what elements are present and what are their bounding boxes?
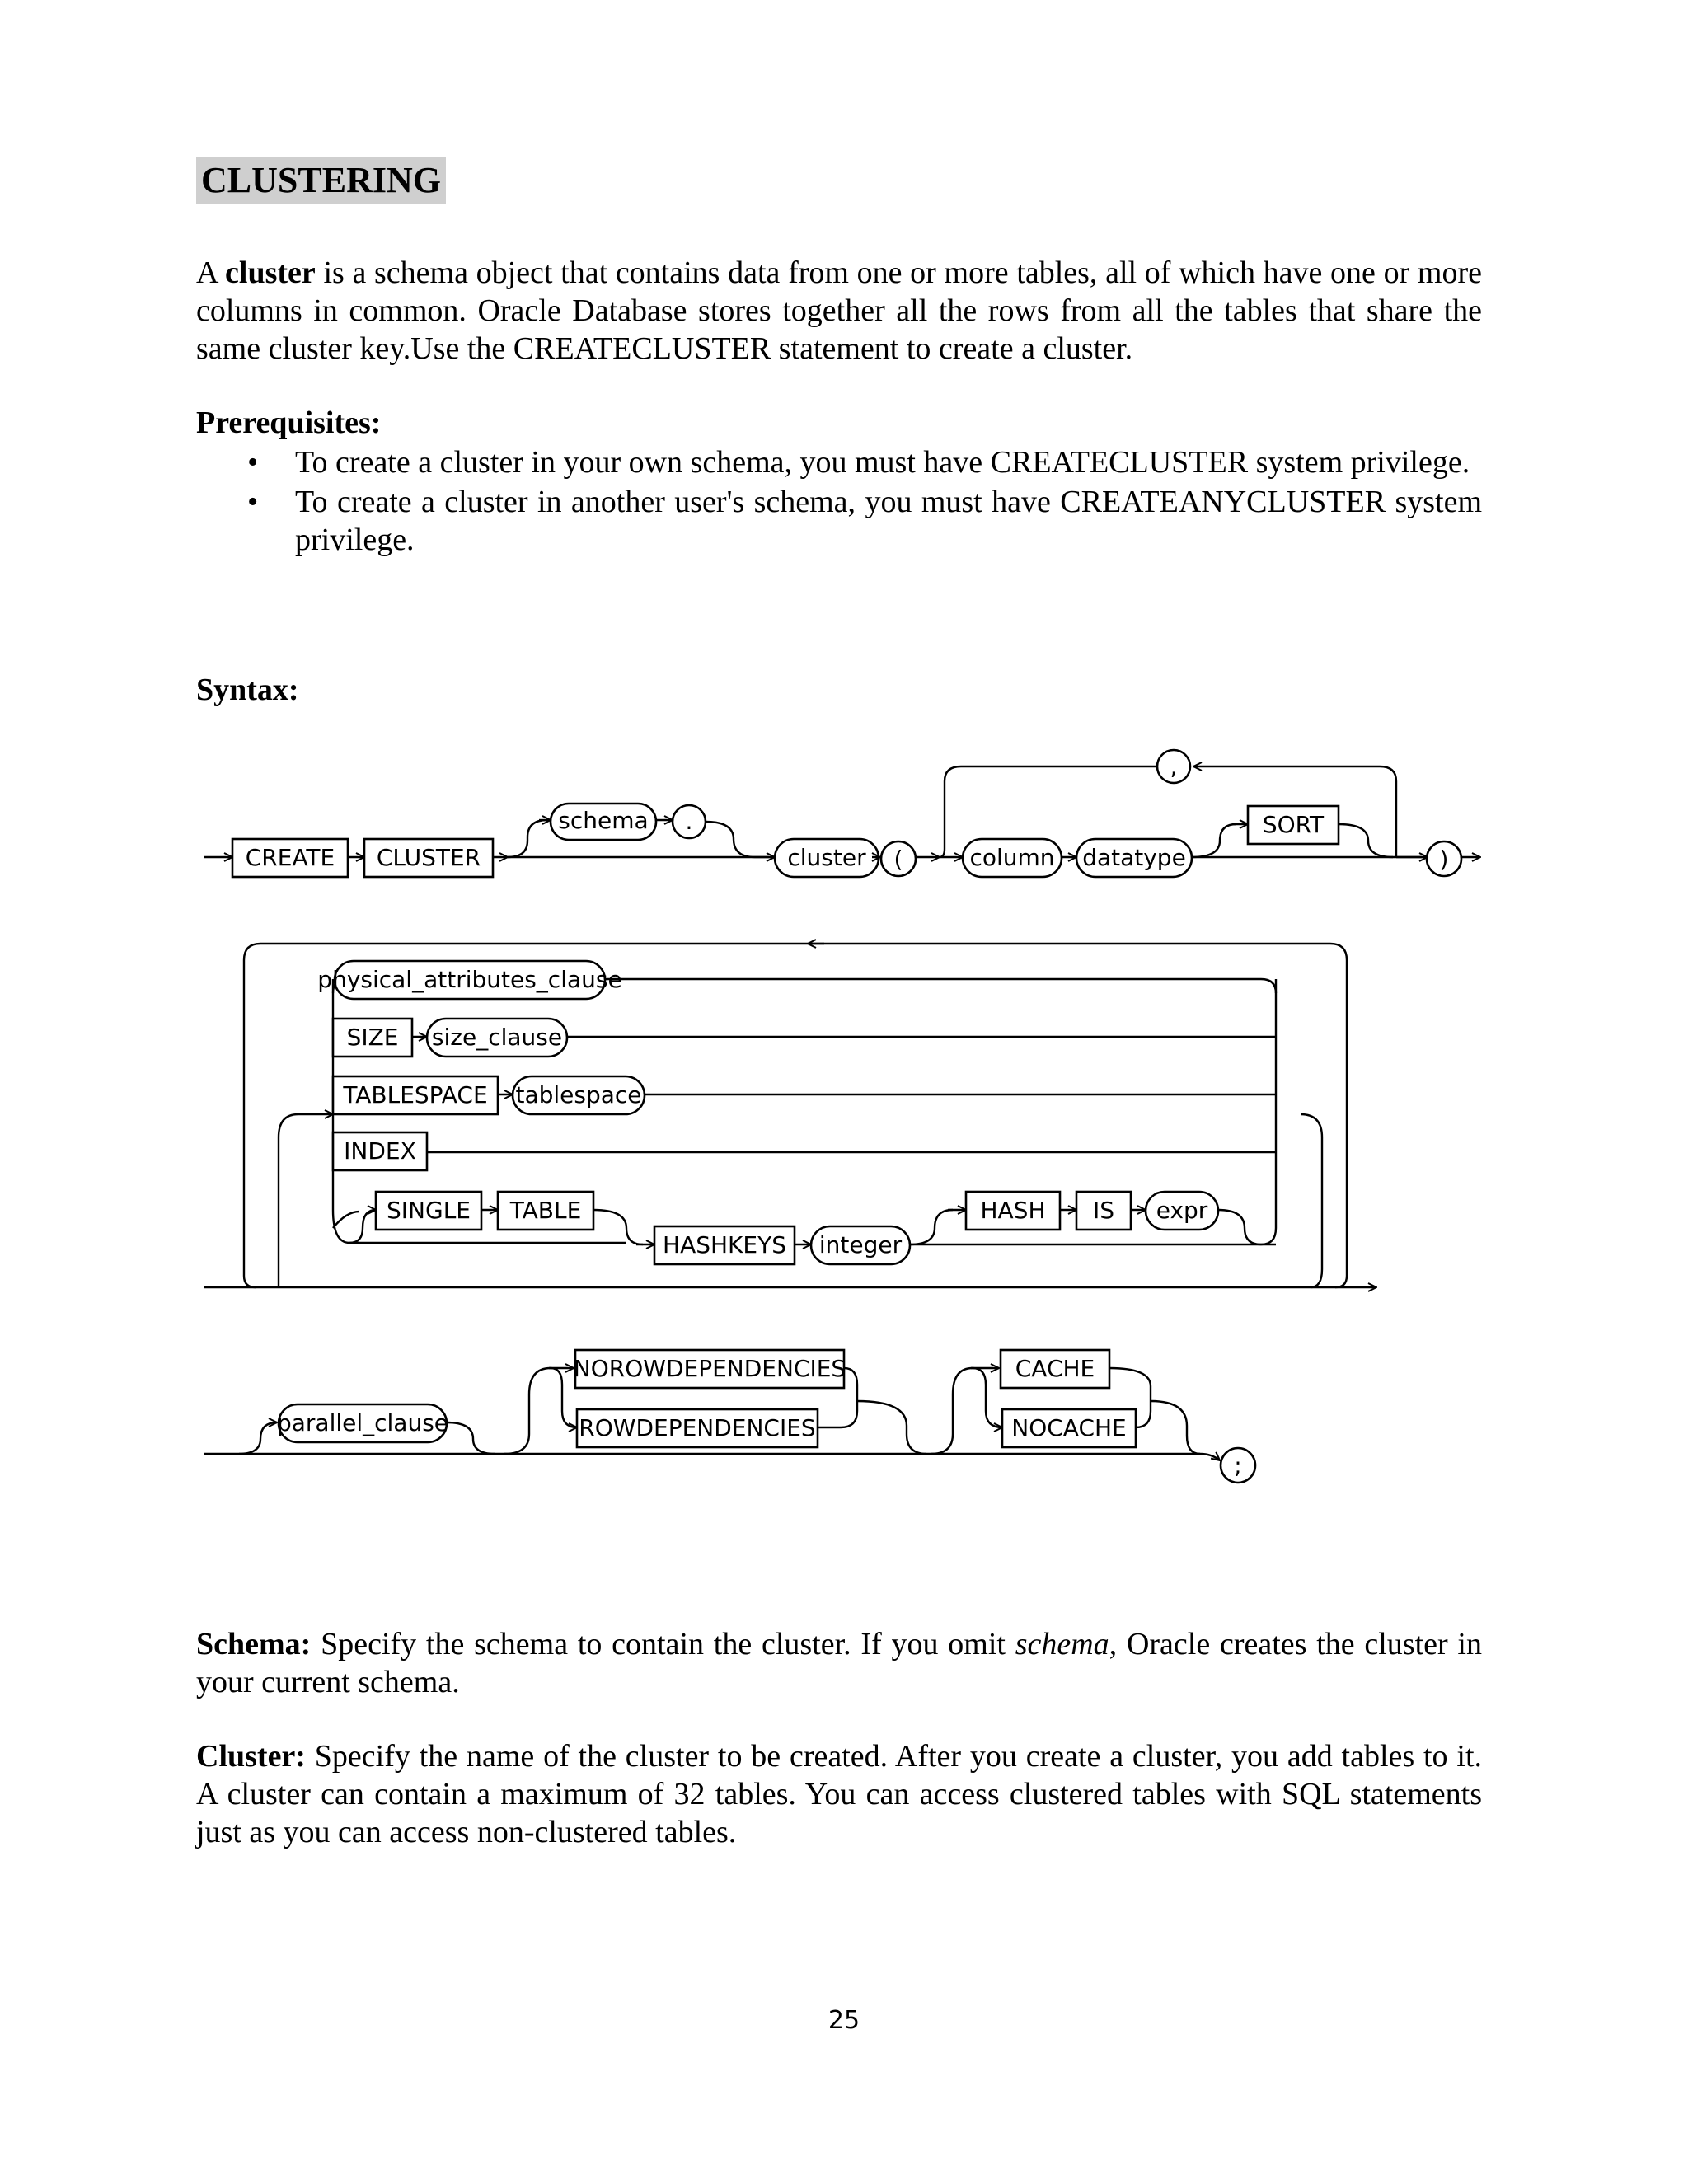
cluster-description-label: Cluster: xyxy=(196,1739,306,1774)
dot-token: . xyxy=(685,808,693,835)
cluster-token: cluster xyxy=(787,844,866,871)
schema-description: Schema: Specify the schema to contain the cluster. If you omit schema, Oracle creates the cluster in your current schema. xyxy=(196,1627,1482,1699)
rowdependencies-keyword: ROWDEPENDENCIES xyxy=(579,1414,816,1441)
prerequisites-label: Prerequisites: xyxy=(196,405,382,440)
cluster-description: Cluster: Specify the name of the cluster to be created. After you create a cluster, you add tables to it. A cluster can contain a maximum of 32 tables. You can access clustered tables with SQL statements just as you can access non-clustered tables. xyxy=(196,1739,1482,1849)
physical-attributes-clause-token: physical_attributes_clause xyxy=(317,966,622,993)
syntax-label: Syntax: xyxy=(196,673,299,707)
is-keyword: IS xyxy=(1092,1197,1115,1224)
diagram-row-trailing-clauses xyxy=(204,1350,1255,1483)
size-clause-token: size_clause xyxy=(431,1024,563,1051)
list-item: • To create a cluster in another user's schema, you must have CREATEANYCLUSTER system privilege. xyxy=(247,485,1482,557)
page-title: CLUSTERING xyxy=(196,157,446,204)
hash-keyword: HASH xyxy=(980,1197,1046,1224)
single-keyword: SINGLE xyxy=(387,1197,471,1224)
norowdependencies-keyword: NOROWDEPENDENCIES xyxy=(573,1355,846,1382)
diagram-row-create-cluster xyxy=(204,750,1480,877)
schema-italic: schema xyxy=(1015,1627,1109,1661)
comma-token: , xyxy=(1170,753,1178,780)
datatype-token: datatype xyxy=(1082,844,1186,871)
hashkeys-keyword: HASHKEYS xyxy=(663,1231,786,1258)
size-keyword: SIZE xyxy=(346,1024,399,1051)
right-paren-token: ) xyxy=(1439,846,1449,873)
intro-prefix: A xyxy=(196,255,226,290)
list-item: • To create a cluster in your own schema, you must have CREATECLUSTER system privilege. xyxy=(247,445,1470,480)
page-number: 25 xyxy=(828,2006,860,2035)
diagram-row-cluster-options xyxy=(204,944,1376,1287)
left-paren-token: ( xyxy=(893,846,903,873)
cluster-keyword: CLUSTER xyxy=(376,844,481,871)
parallel-clause-token: parallel_clause xyxy=(276,1409,449,1436)
column-token: column xyxy=(969,844,1055,871)
tablespace-keyword: TABLESPACE xyxy=(343,1081,488,1108)
tablespace-token: tablespace xyxy=(515,1081,642,1108)
bullet-icon: • xyxy=(247,485,259,519)
expr-token: expr xyxy=(1156,1197,1208,1224)
index-keyword: INDEX xyxy=(344,1137,416,1165)
cache-keyword: CACHE xyxy=(1015,1355,1095,1382)
semicolon-token: ; xyxy=(1234,1452,1242,1479)
sort-keyword: SORT xyxy=(1262,811,1325,838)
schema-description-label: Schema: xyxy=(196,1627,312,1661)
integer-token: integer xyxy=(818,1231,903,1258)
table-keyword: TABLE xyxy=(509,1197,582,1224)
nocache-keyword: NOCACHE xyxy=(1011,1414,1127,1441)
create-keyword: CREATE xyxy=(245,844,335,871)
intro-text: is a schema object that contains data from one or more tables, all of which have one or more columns in common. Oracle Database stores together all the rows from all the tables that share the same cluster key.Use the CREATECLUSTER statement to create a cluster. xyxy=(196,255,1482,366)
bullet-icon: • xyxy=(247,445,259,480)
intro-term: cluster xyxy=(225,255,316,290)
schema-token: schema xyxy=(558,807,649,834)
